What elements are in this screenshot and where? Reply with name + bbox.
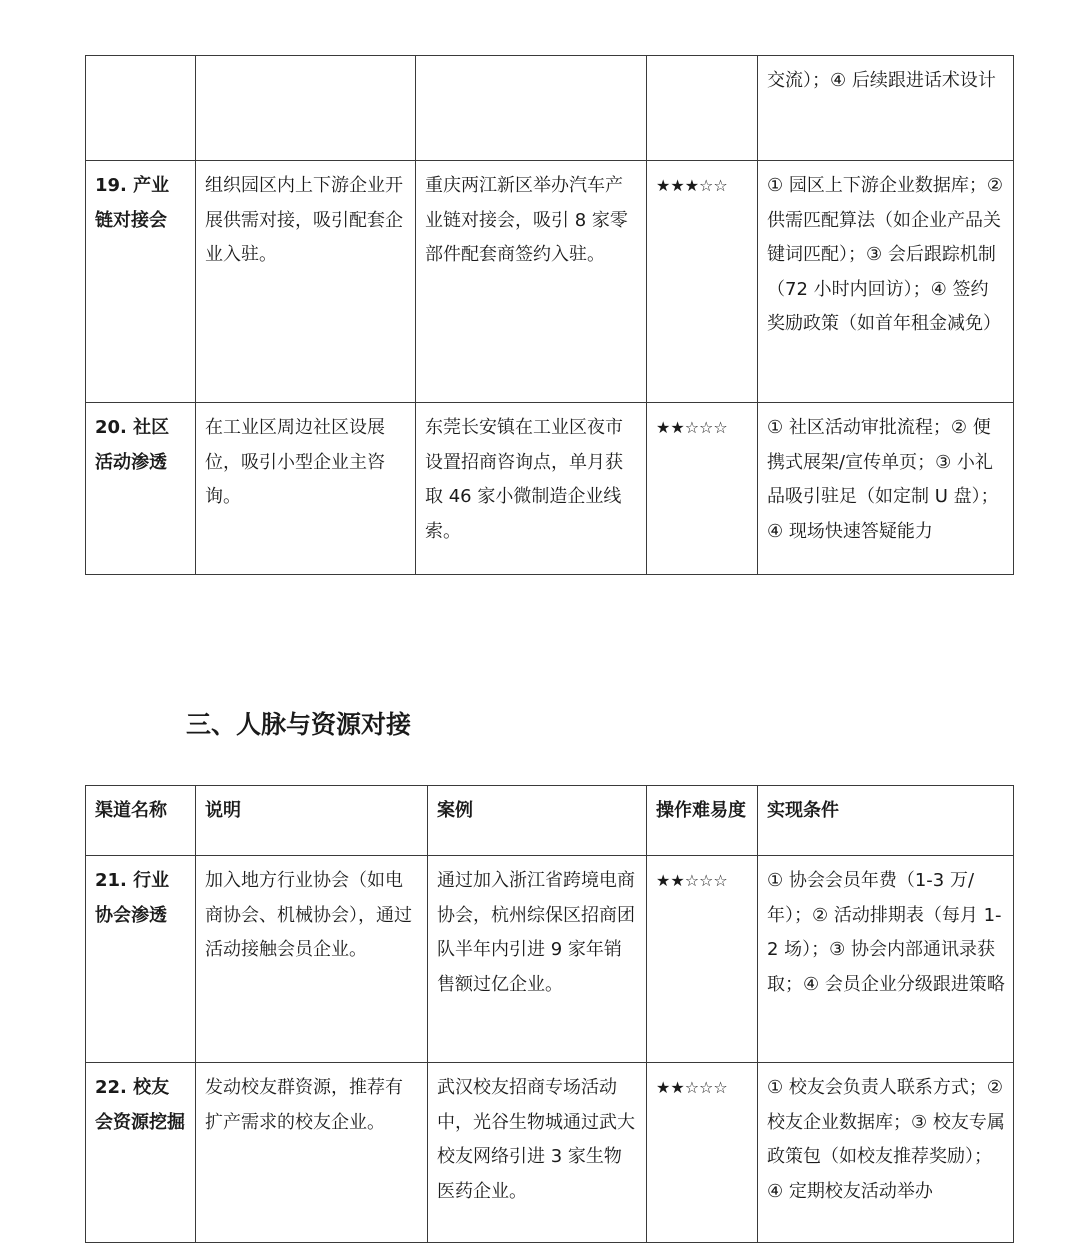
difficulty-rating	[647, 56, 758, 161]
difficulty-rating: ★★☆☆☆	[647, 403, 758, 575]
table-row	[86, 856, 1014, 1063]
channel-name-cell	[86, 56, 196, 161]
header-channel-name: 渠道名称	[86, 786, 196, 856]
header-conditions: 实现条件	[758, 786, 1014, 856]
table-row	[86, 403, 1014, 575]
channel-name-cell: 19. 产业链对接会	[86, 161, 196, 403]
difficulty-rating: ★★★☆☆	[647, 161, 758, 403]
table-row	[86, 161, 1014, 403]
conditions-cell: ① 校友会负责人联系方式；② 校友企业数据库；③ 校友专属政策包（如校友推荐奖励）；④ 定期校友活动举办	[758, 1063, 1014, 1243]
case-cell: 东莞长安镇在工业区夜市设置招商咨询点，单月获取 46 家小微制造企业线索。	[416, 403, 647, 575]
conditions-cell: ① 园区上下游企业数据库；② 供需匹配算法（如企业产品关键词匹配）；③ 会后跟踪机制（72 小时内回访）；④ 签约奖励政策（如首年租金减免）	[758, 161, 1014, 403]
description-cell: 在工业区周边社区设展位，吸引小型企业主咨询。	[196, 403, 416, 575]
conditions-cell: ① 社区活动审批流程；② 便携式展架/宣传单页；③ 小礼品吸引驻足（如定制 U 盘）；④ 现场快速答疑能力	[758, 403, 1014, 575]
header-difficulty: 操作难易度	[647, 786, 758, 856]
channel-name-cell: 20. 社区活动渗透	[86, 403, 196, 575]
case-cell: 通过加入浙江省跨境电商协会，杭州综保区招商团队半年内引进 9 家年销售额过亿企业。	[428, 856, 647, 1063]
case-cell: 武汉校友招商专场活动中，光谷生物城通过武大校友网络引进 3 家生物医药企业。	[428, 1063, 647, 1243]
conditions-cell: 交流）；④ 后续跟进话术设计	[758, 56, 1014, 161]
channel-name-cell: 22. 校友会资源挖掘	[86, 1063, 196, 1243]
difficulty-rating: ★★☆☆☆	[647, 856, 758, 1063]
description-cell	[196, 56, 416, 161]
conditions-cell: ① 协会会员年费（1-3 万/年）；② 活动排期表（每月 1-2 场）；③ 协会内部通讯录获取；④ 会员企业分级跟进策略	[758, 856, 1014, 1063]
description-cell: 加入地方行业协会（如电商协会、机械协会），通过活动接触会员企业。	[196, 856, 428, 1063]
table-row	[86, 56, 1014, 161]
case-cell	[416, 56, 647, 161]
channel-name-cell: 21. 行业协会渗透	[86, 856, 196, 1063]
header-description: 说明	[196, 786, 428, 856]
description-cell: 组织园区内上下游企业开展供需对接，吸引配套企业入驻。	[196, 161, 416, 403]
section-heading: 三、人脉与资源对接	[186, 710, 412, 739]
channel-table	[85, 785, 1014, 1243]
channel-table-continued	[85, 55, 1014, 575]
table-header-row	[86, 786, 1014, 856]
case-cell: 重庆两江新区举办汽车产业链对接会，吸引 8 家零部件配套商签约入驻。	[416, 161, 647, 403]
description-cell: 发动校友群资源，推荐有扩产需求的校友企业。	[196, 1063, 428, 1243]
difficulty-rating: ★★☆☆☆	[647, 1063, 758, 1243]
header-case: 案例	[428, 786, 647, 856]
table-row	[86, 1063, 1014, 1243]
